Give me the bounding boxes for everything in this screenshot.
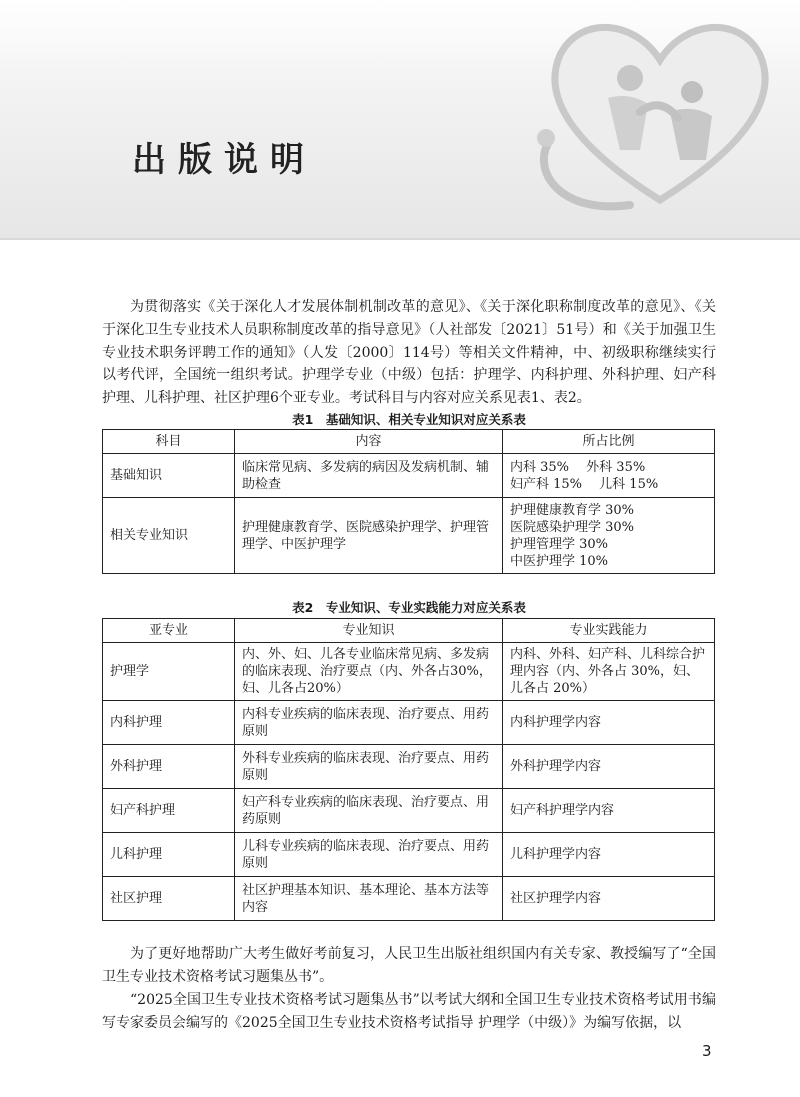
table-header-cell: 专业实践能力 <box>503 619 715 643</box>
page-title: 出版说明 <box>132 140 316 180</box>
practice-cell: 社区护理学内容 <box>503 877 715 921</box>
ratio-line: 医院感染护理学 30% <box>510 519 635 535</box>
table-header-cell: 科目 <box>103 430 235 454</box>
specialty-cell: 外科护理 <box>103 745 235 789</box>
ratio-line: 护理管理学 30% <box>510 536 609 552</box>
ratio-cell <box>503 454 715 498</box>
practice-cell: 内科、外科、妇产科、儿科综合护理内容（内、外各占 30%，妇、儿各占 20%） <box>503 643 715 701</box>
table1-caption: 表1 基础知识、相关专业知识对应关系表 <box>292 412 526 427</box>
ratio-line: 妇产科 15% 儿科 15% <box>510 476 659 492</box>
practice-cell: 内科护理学内容 <box>503 701 715 745</box>
knowledge-cell: 外科专业疾病的临床表现、治疗要点、用药原则 <box>235 745 503 789</box>
table-row <box>103 454 715 498</box>
knowledge-cell: 儿科专业疾病的临床表现、治疗要点、用药原则 <box>235 833 503 877</box>
header-band <box>0 0 800 240</box>
intro-paragraph: 为贯彻落实《关于深化人才发展体制机制改革的意见》、《关于深化职称制度改革的意见》、《关于深化卫生专业技术人员职称制度改革的指导意见》（人社部发〔2021〕51号）和《关于加强卫生专业技术职务评聘工作的通知》（人发〔2000〕114号）等相关文件精神，中、初级职称继续实行以考代评，全国统一组织考试。护理学专业（中级）包括：护理学、内科护理、外科护理、妇产科护理、儿科护理、社区护理6个亚专业。考试科目与内容对应关系见表1、表2。 <box>102 299 716 407</box>
ratio-line: 内科 35% 外科 35% <box>510 459 646 475</box>
table-row <box>103 701 715 745</box>
ratio-cell <box>503 498 715 574</box>
knowledge-cell: 妇产科专业疾病的临床表现、治疗要点、用药原则 <box>235 789 503 833</box>
subject-cell: 相关专业知识 <box>103 498 235 574</box>
table2 <box>102 618 715 921</box>
table-row <box>103 498 715 574</box>
knowledge-cell: 内、外、妇、儿各专业临床常见病、多发病的临床表现、治疗要点（内、外各占30%，妇、儿各占20%） <box>235 643 503 701</box>
specialty-cell: 内科护理 <box>103 701 235 745</box>
specialty-cell: 护理学 <box>103 643 235 701</box>
table-row <box>103 833 715 877</box>
table-header-row <box>103 619 715 643</box>
page-number: 3 <box>702 1042 712 1060</box>
header-divider <box>0 238 800 240</box>
table1 <box>102 429 715 574</box>
practice-cell: 外科护理学内容 <box>503 745 715 789</box>
table-header-row <box>103 430 715 454</box>
paragraph-3: “2025全国卫生专业技术资格考试习题集丛书”以考试大纲和全国卫生专业技术资格考试用书编写专家委员会编写的《2025全国卫生专业技术资格考试指导 护理学（中级）》为编写依据，以 <box>102 992 716 1031</box>
specialty-cell: 妇产科护理 <box>103 789 235 833</box>
table-header-cell: 内容 <box>235 430 503 454</box>
specialty-cell: 社区护理 <box>103 877 235 921</box>
table-row <box>103 789 715 833</box>
content-cell: 护理健康教育学、医院感染护理学、护理管理学、中医护理学 <box>235 498 503 574</box>
practice-cell: 妇产科护理学内容 <box>503 789 715 833</box>
ratio-line: 中医护理学 10% <box>510 553 609 569</box>
knowledge-cell: 社区护理基本知识、基本理论、基本方法等内容 <box>235 877 503 921</box>
knowledge-cell: 内科专业疾病的临床表现、治疗要点、用药原则 <box>235 701 503 745</box>
paragraph-2: 为了更好地帮助广大考生做好考前复习，人民卫生出版社组织国内有关专家、教授编写了“全国卫生专业技术资格考试习题集丛书”。 <box>102 946 716 985</box>
table-header-cell: 专业知识 <box>235 619 503 643</box>
table-row <box>103 745 715 789</box>
content-cell: 临床常见病、多发病的病因及发病机制、辅助检查 <box>235 454 503 498</box>
ratio-line: 护理健康教育学 30% <box>510 502 635 518</box>
table-header-cell: 所占比例 <box>503 430 715 454</box>
subject-cell: 基础知识 <box>103 454 235 498</box>
table-header-cell: 亚专业 <box>103 619 235 643</box>
practice-cell: 儿科护理学内容 <box>503 833 715 877</box>
table-row <box>103 877 715 921</box>
table2-caption: 表2 专业知识、专业实践能力对应关系表 <box>292 600 526 615</box>
heart-stethoscope-logo-icon <box>520 0 800 225</box>
specialty-cell: 儿科护理 <box>103 833 235 877</box>
table-row <box>103 643 715 701</box>
